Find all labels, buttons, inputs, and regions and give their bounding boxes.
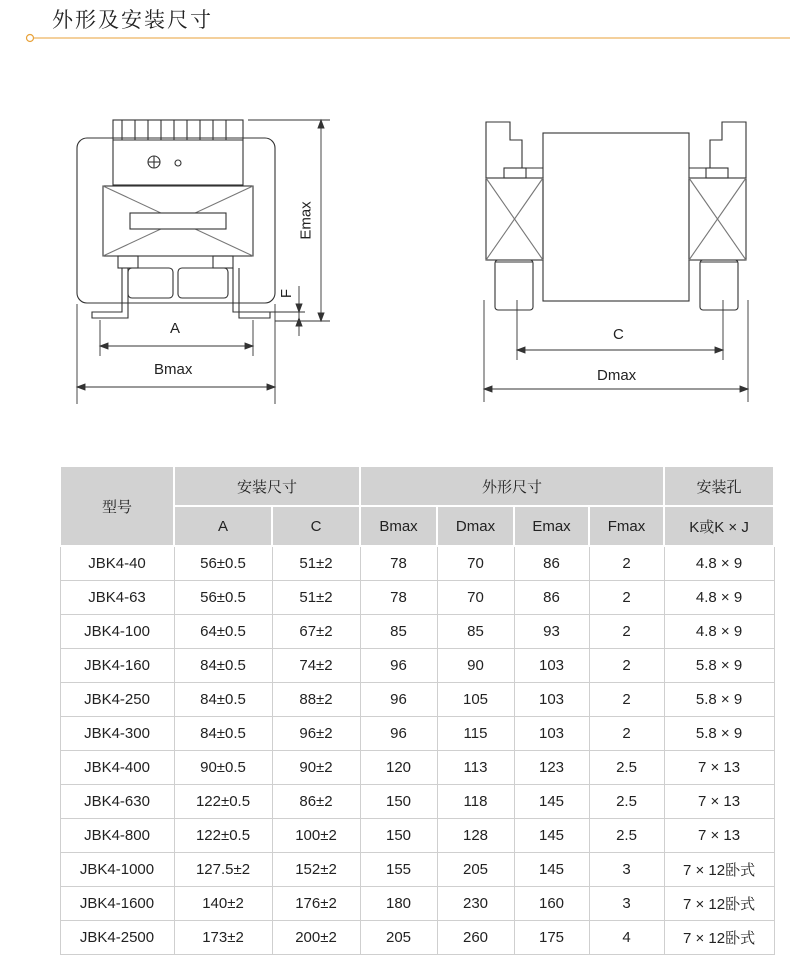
header-col-emax: Emax	[514, 506, 589, 546]
cell-a: 56±0.5	[174, 546, 272, 581]
cell-emax: 86	[514, 581, 589, 615]
cell-a: 64±0.5	[174, 615, 272, 649]
cell-a: 122±0.5	[174, 785, 272, 819]
cell-a: 84±0.5	[174, 649, 272, 683]
cell-c: 90±2	[272, 751, 360, 785]
table-row	[60, 887, 774, 921]
table-row	[60, 546, 774, 581]
cell-bmax: 96	[360, 683, 437, 717]
cell-dmax: 115	[437, 717, 514, 751]
cell-bmax: 205	[360, 921, 437, 955]
cell-model: JBK4-300	[60, 717, 174, 751]
cell-hole: 7 × 12卧式	[664, 887, 774, 921]
cell-fmax: 2	[589, 717, 664, 751]
table-row	[60, 581, 774, 615]
cell-a: 84±0.5	[174, 717, 272, 751]
cell-emax: 103	[514, 683, 589, 717]
cell-emax: 86	[514, 546, 589, 581]
cell-dmax: 230	[437, 887, 514, 921]
cell-c: 152±2	[272, 853, 360, 887]
cell-a: 127.5±2	[174, 853, 272, 887]
header-col-hole: K或K × J	[664, 506, 774, 546]
cell-c: 88±2	[272, 683, 360, 717]
cell-c: 96±2	[272, 717, 360, 751]
table-row	[60, 751, 774, 785]
cell-bmax: 180	[360, 887, 437, 921]
side-view-drawing	[486, 122, 746, 310]
cell-fmax: 2	[589, 615, 664, 649]
cell-model: JBK4-100	[60, 615, 174, 649]
front-view-dimensions	[77, 120, 330, 404]
dim-label-a: A	[170, 320, 181, 337]
cell-c: 67±2	[272, 615, 360, 649]
table-row	[60, 717, 774, 751]
side-view-dimensions	[484, 300, 748, 402]
cell-model: JBK4-800	[60, 819, 174, 853]
cell-hole: 7 × 13	[664, 819, 774, 853]
table-row	[60, 921, 774, 955]
cell-emax: 175	[514, 921, 589, 955]
cell-c: 86±2	[272, 785, 360, 819]
header-col-fmax: Fmax	[589, 506, 664, 546]
cell-dmax: 128	[437, 819, 514, 853]
table-row	[60, 615, 774, 649]
dim-label-f: F	[278, 288, 296, 299]
cell-dmax: 70	[437, 581, 514, 615]
cell-a: 173±2	[174, 921, 272, 955]
cell-emax: 145	[514, 785, 589, 819]
cell-fmax: 2.5	[589, 819, 664, 853]
cell-c: 100±2	[272, 819, 360, 853]
cell-c: 200±2	[272, 921, 360, 955]
header-model: 型号	[60, 466, 174, 546]
cell-dmax: 105	[437, 683, 514, 717]
cell-hole: 4.8 × 9	[664, 546, 774, 581]
table-row	[60, 853, 774, 887]
table-row	[60, 785, 774, 819]
front-view-drawing	[77, 120, 275, 318]
cell-hole: 7 × 12卧式	[664, 853, 774, 887]
cell-emax: 123	[514, 751, 589, 785]
cell-model: JBK4-250	[60, 683, 174, 717]
cell-fmax: 2	[589, 649, 664, 683]
cell-c: 51±2	[272, 581, 360, 615]
cell-bmax: 78	[360, 581, 437, 615]
cell-bmax: 96	[360, 717, 437, 751]
cell-dmax: 260	[437, 921, 514, 955]
cell-emax: 145	[514, 853, 589, 887]
cell-emax: 145	[514, 819, 589, 853]
dim-label-bmax: Bmax	[154, 361, 193, 378]
cell-fmax: 4	[589, 921, 664, 955]
cell-fmax: 2	[589, 581, 664, 615]
cell-model: JBK4-40	[60, 546, 174, 581]
cell-hole: 5.8 × 9	[664, 649, 774, 683]
cell-hole: 4.8 × 9	[664, 615, 774, 649]
table-row	[60, 649, 774, 683]
cell-hole: 5.8 × 9	[664, 683, 774, 717]
cell-dmax: 70	[437, 546, 514, 581]
page-title: 外形及安装尺寸	[52, 8, 213, 32]
cell-a: 84±0.5	[174, 683, 272, 717]
dim-label-c: C	[613, 326, 624, 343]
cell-dmax: 85	[437, 615, 514, 649]
cell-c: 176±2	[272, 887, 360, 921]
cell-model: JBK4-400	[60, 751, 174, 785]
cell-model: JBK4-63	[60, 581, 174, 615]
spec-table-body	[60, 546, 774, 955]
header-col-bmax: Bmax	[360, 506, 437, 546]
cell-a: 140±2	[174, 887, 272, 921]
cell-hole: 7 × 13	[664, 751, 774, 785]
cell-fmax: 2	[589, 683, 664, 717]
cell-a: 90±0.5	[174, 751, 272, 785]
table-row	[60, 683, 774, 717]
cell-fmax: 2.5	[589, 785, 664, 819]
cell-dmax: 118	[437, 785, 514, 819]
cell-model: JBK4-1000	[60, 853, 174, 887]
cell-bmax: 150	[360, 819, 437, 853]
cell-c: 74±2	[272, 649, 360, 683]
cell-a: 122±0.5	[174, 819, 272, 853]
cell-dmax: 90	[437, 649, 514, 683]
spec-table	[59, 465, 775, 955]
cell-hole: 4.8 × 9	[664, 581, 774, 615]
cell-hole: 7 × 13	[664, 785, 774, 819]
cell-fmax: 3	[589, 853, 664, 887]
cell-fmax: 2.5	[589, 751, 664, 785]
cell-model: JBK4-1600	[60, 887, 174, 921]
header-outline-dims: 外形尺寸	[360, 466, 664, 506]
cell-emax: 103	[514, 649, 589, 683]
cell-emax: 93	[514, 615, 589, 649]
cell-bmax: 155	[360, 853, 437, 887]
table-row	[60, 819, 774, 853]
cell-fmax: 2	[589, 546, 664, 581]
cell-bmax: 120	[360, 751, 437, 785]
cell-emax: 103	[514, 717, 589, 751]
cell-a: 56±0.5	[174, 581, 272, 615]
cell-dmax: 113	[437, 751, 514, 785]
header-install-dims: 安装尺寸	[174, 466, 360, 506]
cell-hole: 7 × 12卧式	[664, 921, 774, 955]
cell-hole: 5.8 × 9	[664, 717, 774, 751]
cell-bmax: 78	[360, 546, 437, 581]
cell-bmax: 85	[360, 615, 437, 649]
dimension-drawings	[0, 0, 800, 460]
cell-model: JBK4-630	[60, 785, 174, 819]
cell-bmax: 96	[360, 649, 437, 683]
header-col-dmax: Dmax	[437, 506, 514, 546]
cell-dmax: 205	[437, 853, 514, 887]
header-mount-hole: 安装孔	[664, 466, 774, 506]
cell-emax: 160	[514, 887, 589, 921]
cell-model: JBK4-2500	[60, 921, 174, 955]
cell-c: 51±2	[272, 546, 360, 581]
dim-label-emax: Emax	[297, 201, 315, 240]
cell-fmax: 3	[589, 887, 664, 921]
cell-model: JBK4-160	[60, 649, 174, 683]
header-col-c: C	[272, 506, 360, 546]
dim-label-dmax: Dmax	[597, 367, 637, 384]
header-col-a: A	[174, 506, 272, 546]
cell-bmax: 150	[360, 785, 437, 819]
